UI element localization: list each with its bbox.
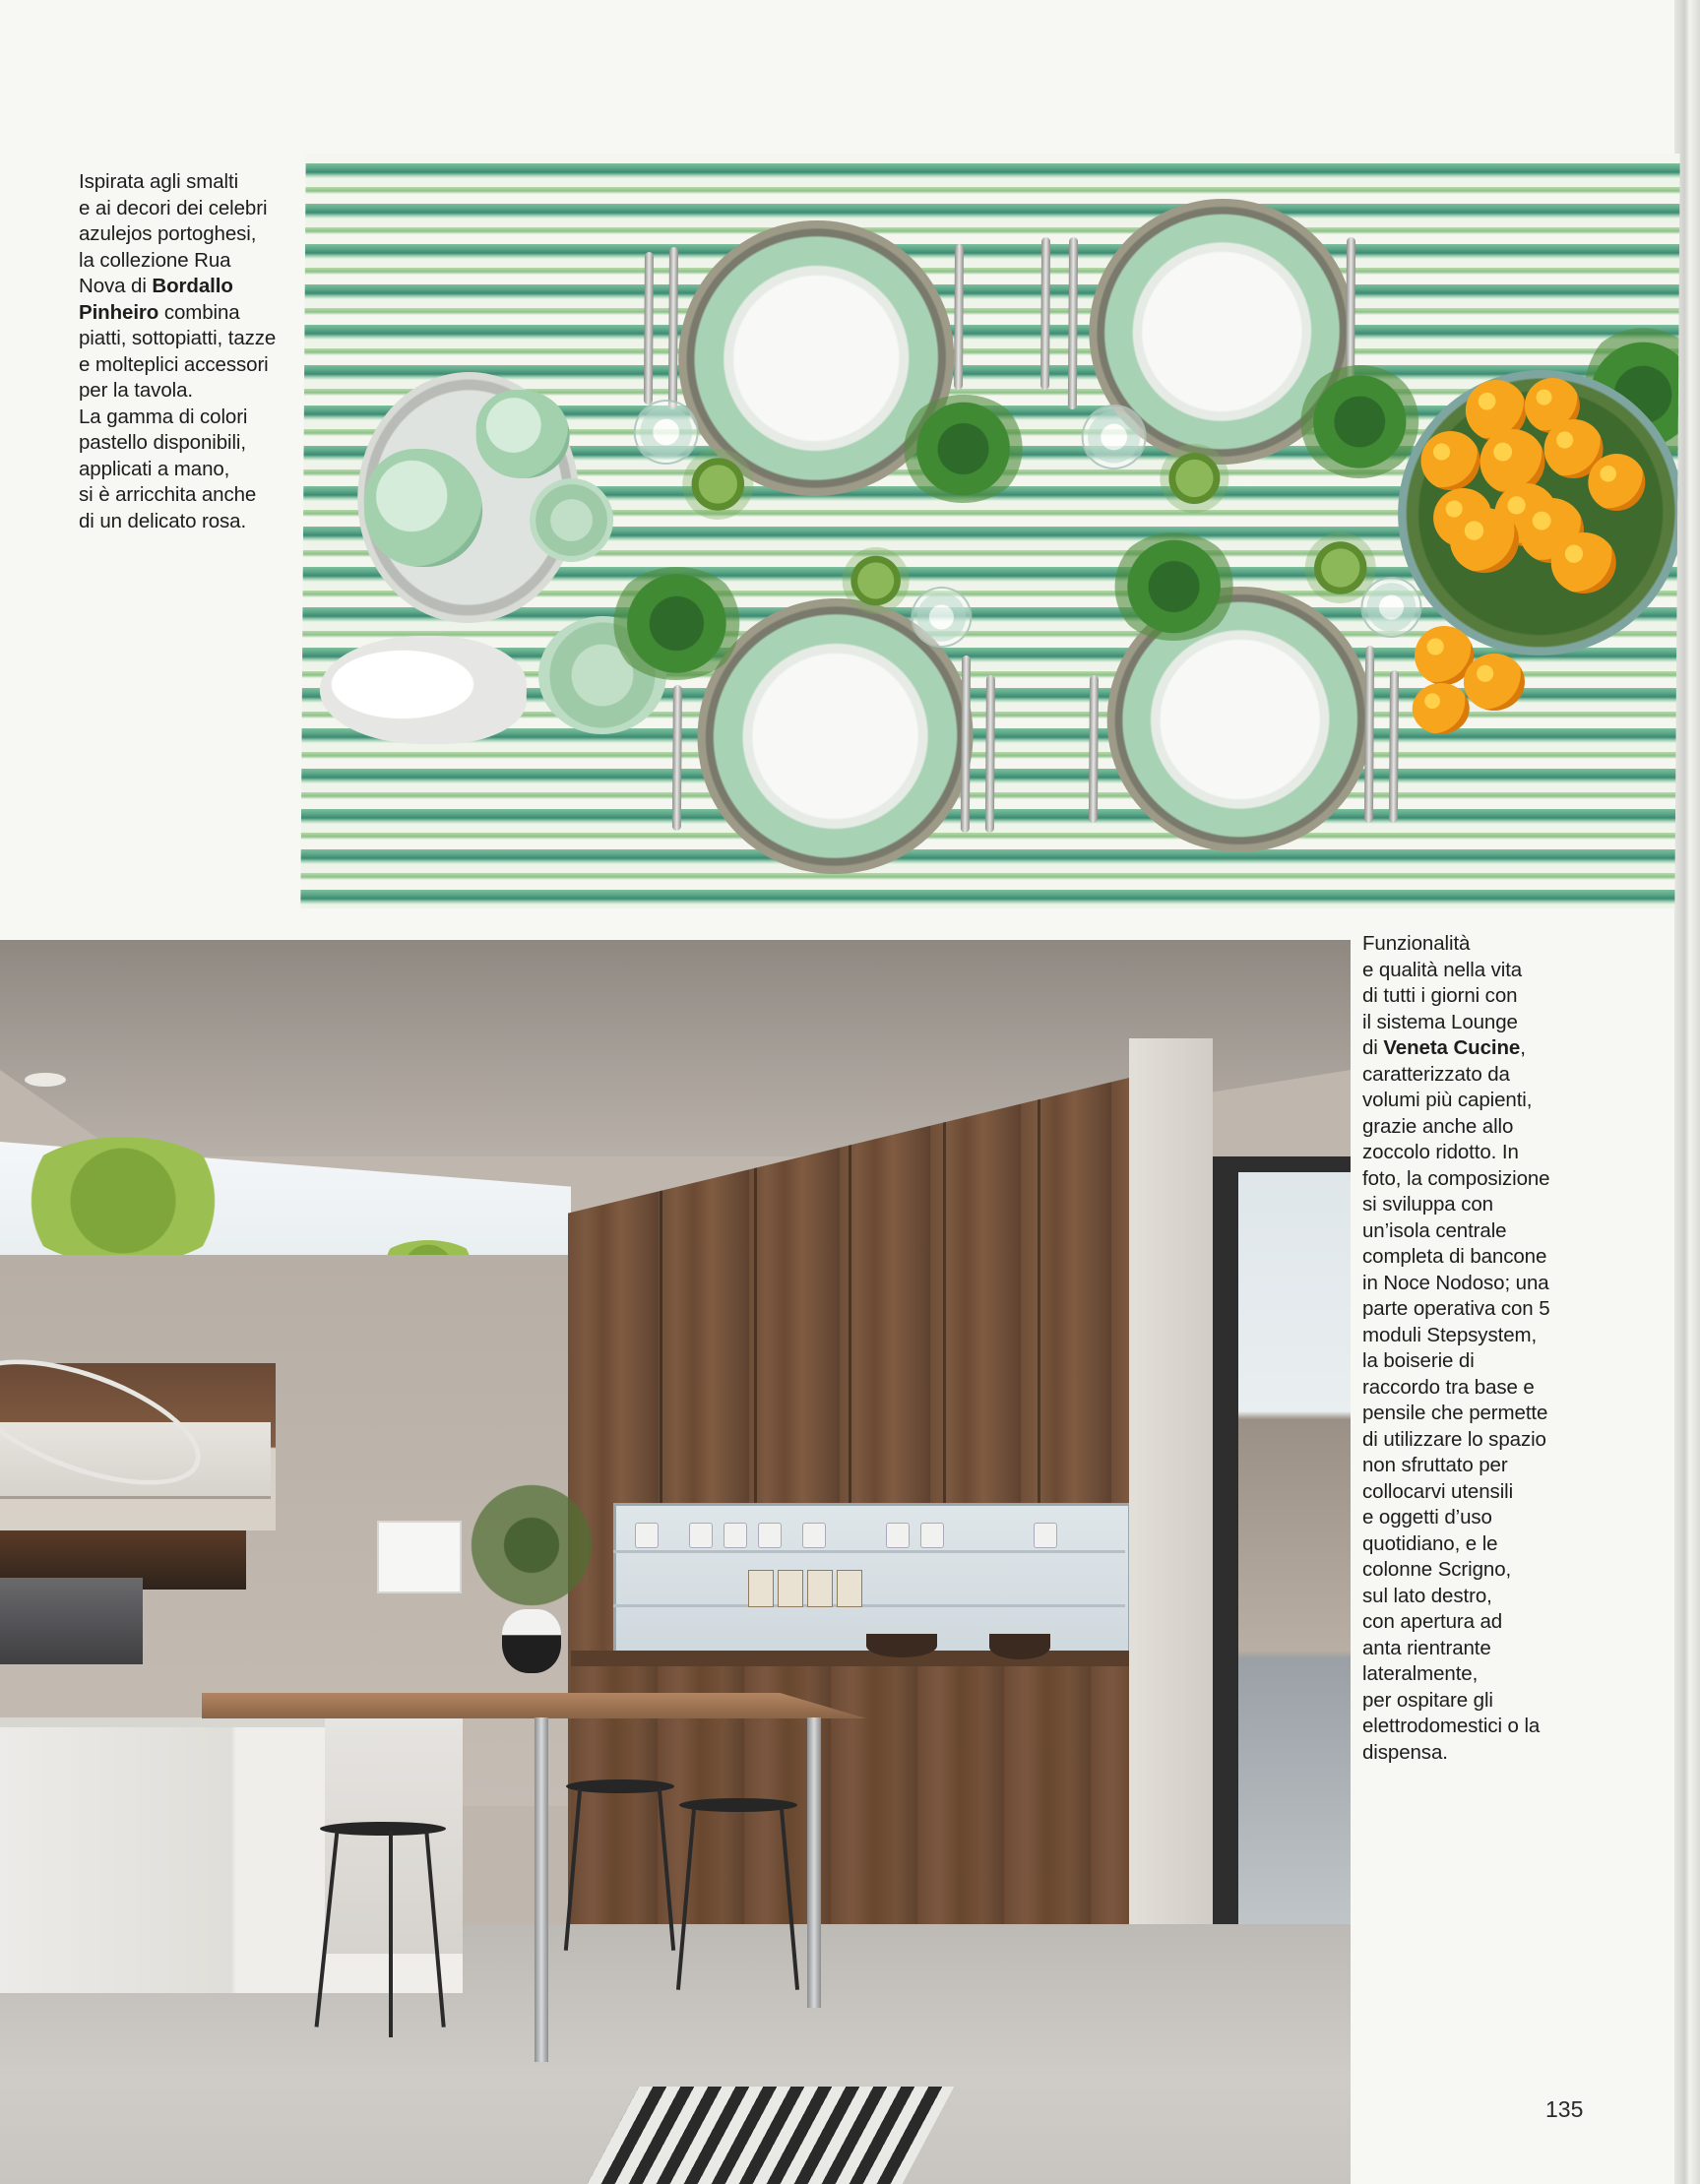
caption-text: di [1362,1036,1384,1059]
caption-line: pastello disponibili, [79,431,246,454]
caption-line: di tutti i giorni con [1362,984,1518,1007]
food-package [748,1570,774,1607]
orange [1450,508,1519,573]
caption-line: parte operativa con 5 [1362,1297,1550,1320]
caption-line: azulejos portoghesi, [79,222,257,245]
caption-line [1362,1035,1589,1062]
knife [961,655,971,833]
bowl [866,1634,937,1657]
green-glass [682,449,754,520]
orange [1420,431,1480,490]
water-glass [911,587,972,648]
jar [635,1523,659,1548]
caption-line: Funzionalità [1362,932,1471,955]
caption-line: dispensa. [1362,1740,1448,1764]
caption-line: anta rientrante [1362,1636,1491,1659]
orange [1588,454,1645,511]
kitchen-photo [0,940,1351,2184]
green-glass [1160,444,1228,513]
caption-text: Nova di [79,275,153,297]
jar [724,1523,747,1548]
caption-line: grazie anche allo [1362,1114,1514,1138]
fork [954,244,964,390]
food-package [807,1570,833,1607]
caption-line: di un delicato rosa. [79,509,247,532]
vase [502,1609,561,1673]
fern-plant [1297,365,1421,478]
fern-plant [899,395,1028,503]
fern-plant [607,567,746,680]
caption-line: pensile che permette [1362,1402,1548,1424]
caption-line: si sviluppa con [1362,1193,1493,1216]
caption-line: caratterizzato da [1362,1062,1510,1086]
orange [1551,532,1616,593]
caption-line: completa di bancone [1362,1245,1547,1268]
caption-line: elettrodomestici o la [1362,1715,1541,1737]
jar [886,1523,910,1548]
caption-line: moduli Stepsystem, [1362,1323,1538,1346]
spoon [644,252,654,405]
spoon [1389,670,1399,823]
caption-text: , [1520,1036,1526,1059]
caption-line: con apertura ad [1362,1610,1503,1633]
walnut-bar-table [202,1693,866,1718]
spoon [1040,237,1050,390]
caption-line: Ispirata agli smalti [79,170,239,193]
brand-name: Pinheiro [79,300,159,324]
caption-line: quotidiano, e le [1362,1531,1498,1555]
caption-line: per la tavola. [79,379,193,402]
food-package [778,1570,803,1607]
caption-line: un’isola centrale [1362,1218,1507,1242]
caption-line: e qualità nella vita [1362,958,1523,981]
caption-line: e ai decori dei celebri [79,196,268,219]
water-glass [1360,577,1421,638]
brand-name: Veneta Cucine [1383,1036,1521,1059]
caption-line: lateralmente, [1362,1662,1479,1685]
caption-text: combina [158,300,240,324]
caption-bordallo-pinheiro [79,169,307,534]
caption-line: zoccolo ridotto. In [1362,1141,1519,1163]
caption-line: non sfruttato per [1362,1454,1508,1476]
window-view [1238,1172,1351,1969]
plant [448,1476,615,1614]
page-number: 135 [1545,2096,1584,2122]
caption-line: foto, la composizione [1362,1166,1550,1190]
caption-line [79,300,307,327]
jar [758,1523,782,1548]
food-package [837,1570,862,1607]
caption-line [79,274,307,300]
table-leg [535,1717,548,2062]
caption-line: la boiserie di [1362,1349,1475,1372]
bowl [989,1634,1050,1659]
caption-line: volumi più capienti, [1362,1089,1533,1111]
caption-line: la collezione Rua [79,248,231,272]
caption-line: La gamma di colori [79,405,248,428]
green-glass [842,547,909,614]
table-setting-photo [300,154,1679,908]
striped-rug [582,2087,954,2184]
knife [1068,237,1078,409]
sugar-bowl [530,478,614,562]
island-side [325,1717,463,1954]
oven [0,1578,143,1664]
white-pitcher [319,636,527,744]
spoon [985,675,995,833]
caption-line: in Noce Nodoso; una [1362,1271,1549,1294]
caption-line: e molteplici accessori [79,352,269,376]
caption-line: si è arricchita anche [79,483,257,506]
caption-veneta-cucine [1362,931,1589,1766]
orange [1413,683,1470,734]
orange [1464,654,1525,711]
stool-leg [389,1831,393,2037]
shelf-board [613,1550,1125,1553]
knife [1364,646,1374,823]
wall-pillar [1129,1038,1213,1944]
teapot [364,449,483,567]
ceiling-lamp [25,1073,66,1087]
fork [672,685,682,831]
brand-name: Bordallo [152,275,233,297]
jar [802,1523,826,1548]
milk-jug [475,390,570,478]
jar [920,1523,944,1548]
fork [1346,237,1355,385]
jar [1034,1523,1057,1548]
caption-line: colonne Scrigno, [1362,1558,1512,1581]
caption-line: il sistema Lounge [1362,1010,1518,1033]
fern-plant [1109,532,1238,641]
caption-line: sul lato destro, [1362,1584,1492,1607]
caption-line: piatti, sottopiatti, tazze [79,327,277,349]
jar [689,1523,713,1548]
caption-line: applicati a mano, [79,457,230,480]
shelf-board [613,1604,1125,1607]
caption-line: raccordo tra base e [1362,1375,1535,1399]
caption-line: collocarvi utensili [1362,1479,1514,1503]
water-glass [633,400,698,465]
tree [10,1137,236,1265]
caption-line: di utilizzare lo spazio [1362,1427,1546,1451]
knife [668,247,678,409]
table-leg [807,1717,821,2008]
caption-line: per ospitare gli [1362,1688,1493,1712]
fork [1089,675,1099,823]
water-glass [1081,405,1146,469]
caption-line: e oggetti d’uso [1362,1506,1492,1529]
